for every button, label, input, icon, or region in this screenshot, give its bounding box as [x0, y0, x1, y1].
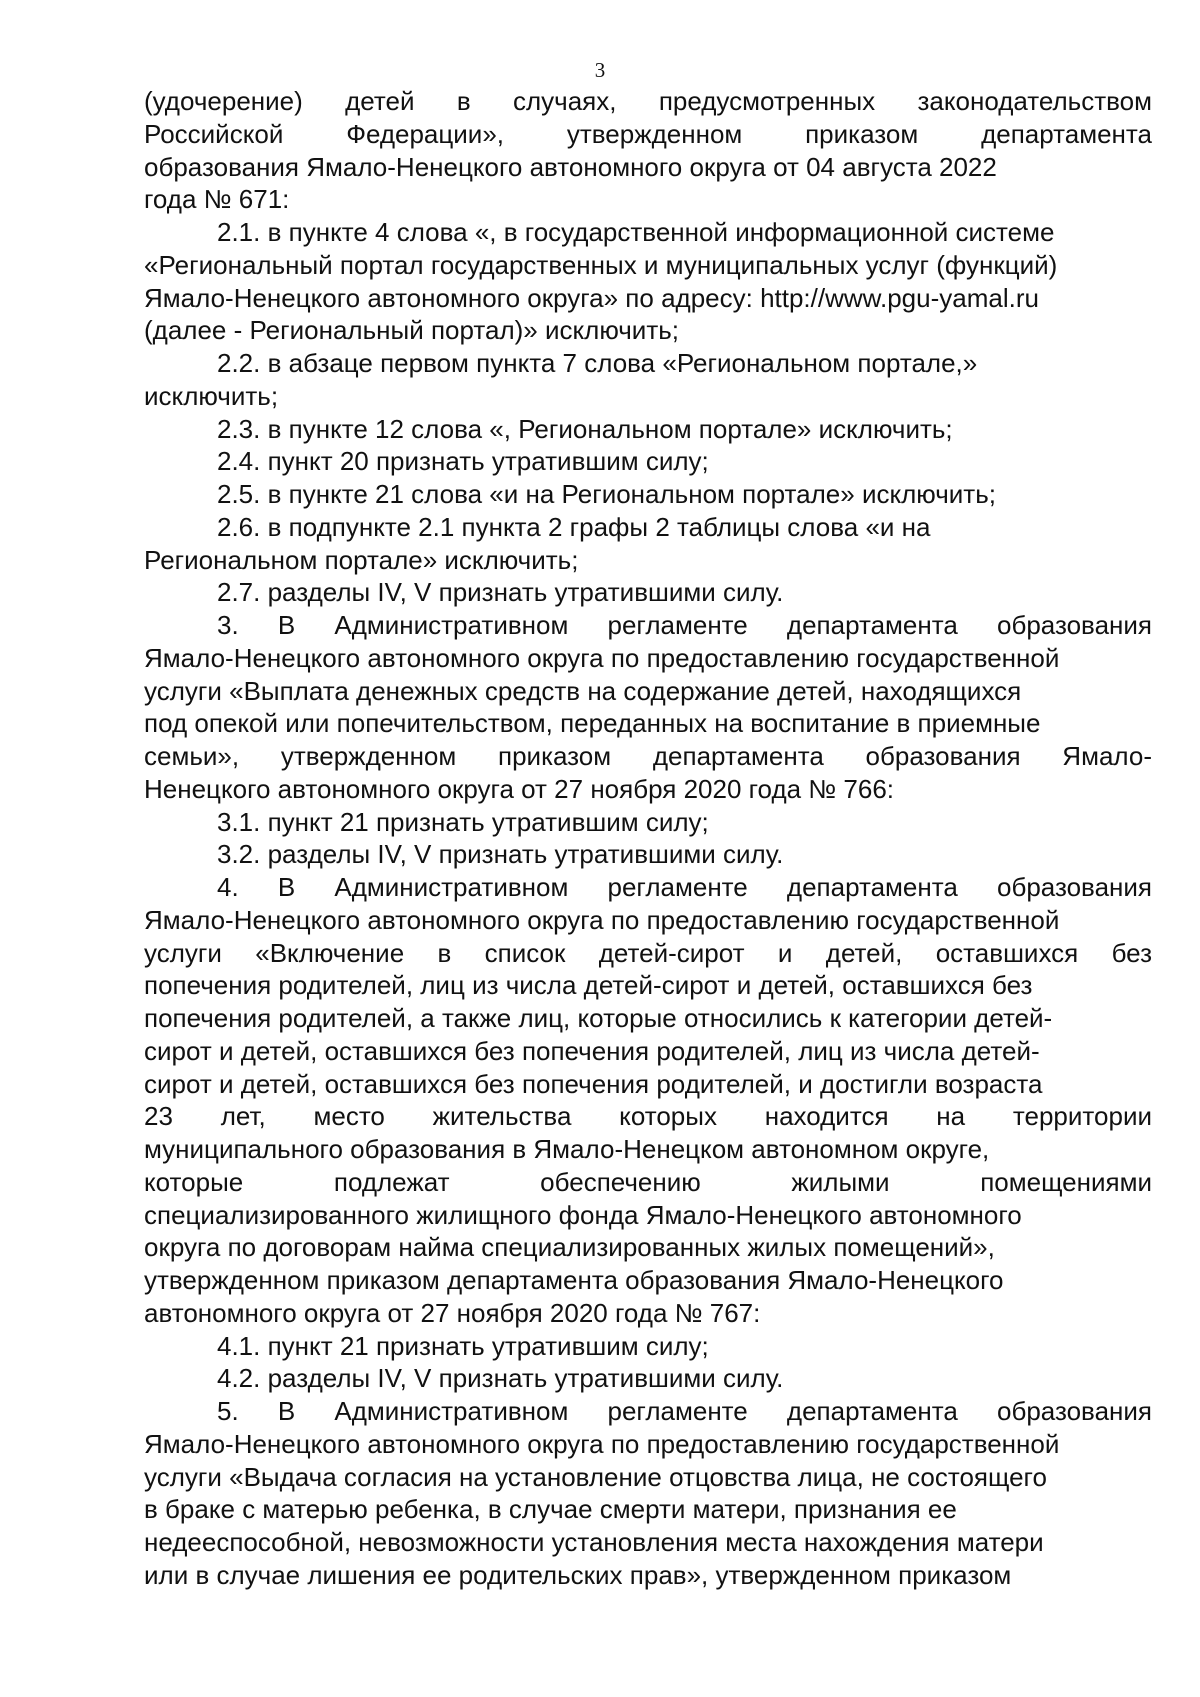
text-line: в браке с матерью ребенка, в случае смерти матери, признания ее — [144, 1494, 957, 1525]
text-line: 3. В Административном регламенте департамента образования — [217, 610, 1152, 640]
text-line: недееспособной, невозможности установления места нахождения матери — [144, 1527, 1044, 1557]
text-line: 5. В Административном регламенте департамента образования — [217, 1396, 1152, 1426]
text-line: 4.1. пункт 21 признать утратившим силу; — [217, 1330, 709, 1361]
text-line: образования Ямало-Ненецкого автономного округа от 04 августа 2022 — [144, 151, 997, 182]
text-line: услуги «Включение в список детей-сирот и детей, оставшихся без — [144, 937, 1152, 968]
text-line: услуги «Выплата денежных средств на содержание детей, находящихся — [144, 675, 1022, 706]
text-line: Российской Федерации», утвержденном приказом департамента — [144, 118, 1152, 149]
text-line: услуги «Выдача согласия на установление отцовства лица, не состоящего — [144, 1461, 1047, 1492]
text-line: года № 671: — [144, 184, 290, 215]
text-line: «Региональный портал государственных и муниципальных услуг (функций) — [144, 249, 1058, 280]
text-line: 2.3. в пункте 12 слова «, Региональном портале» исключить; — [217, 413, 953, 444]
text-line: Ямало-Ненецкого автономного округа» по адресу: http://www.pgu-yamal.ru — [144, 282, 1039, 313]
text-line: автономного округа от 27 ноября 2020 года № 767: — [144, 1297, 761, 1328]
text-line: Ямало-Ненецкого автономного округа по предоставлению государственной — [144, 904, 1060, 935]
text-line: Ямало-Ненецкого автономного округа по предоставлению государственной — [144, 1428, 1060, 1459]
text-line: специализированного жилищного фонда Ямало-Ненецкого автономного — [144, 1199, 1022, 1230]
text-line: 23 лет, место жительства которых находится на территории — [144, 1101, 1152, 1132]
text-line: или в случае лишения ее родительских прав», утвержденном приказом — [144, 1559, 1012, 1590]
text-line: 2.2. в абзаце первом пункта 7 слова «Региональном портале,» — [217, 348, 978, 378]
text-line: 4. В Административном регламенте департамента образования — [217, 872, 1152, 902]
text-line: сирот и детей, оставшихся без попечения родителей, и достигли возраста — [144, 1068, 1043, 1099]
text-line: сирот и детей, оставшихся без попечения родителей, лиц из числа детей- — [144, 1035, 1040, 1066]
text-line: 4.2. разделы IV, V признать утратившими силу. — [217, 1363, 784, 1394]
page-number: 3 — [594, 58, 606, 82]
text-line: семьи», утвержденном приказом департамента образования Ямало- — [144, 741, 1152, 771]
text-line: Ненецкого автономного округа от 27 ноября 2020 года № 766: — [144, 773, 895, 804]
text-line: 2.7. разделы IV, V признать утратившими силу. — [217, 577, 784, 608]
text-line: 3.2. разделы IV, V признать утратившими силу. — [217, 839, 784, 870]
text-line: 2.5. в пункте 21 слова «и на Региональном портале» исключить; — [217, 479, 996, 509]
text-line: муниципального образования в Ямало-Ненецком автономном округе, — [144, 1134, 990, 1164]
text-line: (удочерение) детей в случаях, предусмотренных законодательством — [144, 86, 1152, 116]
document-body — [144, 85, 1152, 1592]
text-line: Региональном портале» исключить; — [144, 544, 579, 575]
text-line: 2.4. пункт 20 признать утратившим силу; — [217, 446, 709, 477]
text-line: утвержденном приказом департамента образования Ямало-Ненецкого — [144, 1265, 1004, 1295]
text-line: Ямало-Ненецкого автономного округа по предоставлению государственной — [144, 642, 1060, 673]
text-line: попечения родителей, лиц из числа детей-сирот и детей, оставшихся без — [144, 970, 1033, 1001]
text-line: (далее - Региональный портал)» исключить; — [144, 315, 679, 346]
text-line: которые подлежат обеспечению жилыми помещениями — [144, 1166, 1152, 1197]
text-line: округа по договорам найма специализированных жилых помещений», — [144, 1232, 995, 1263]
text-line: 3.1. пункт 21 признать утратившим силу; — [217, 806, 709, 837]
text-line: под опекой или попечительством, переданных на воспитание в приемные — [144, 708, 1041, 739]
text-line: 2.6. в подпункте 2.1 пункта 2 графы 2 таблицы слова «и на — [217, 511, 931, 542]
text-line: попечения родителей, а также лиц, которые относились к категории детей- — [144, 1003, 1053, 1033]
text-line: исключить; — [144, 380, 279, 411]
text-line: 2.1. в пункте 4 слова «, в государственной информационной системе — [217, 217, 1055, 247]
